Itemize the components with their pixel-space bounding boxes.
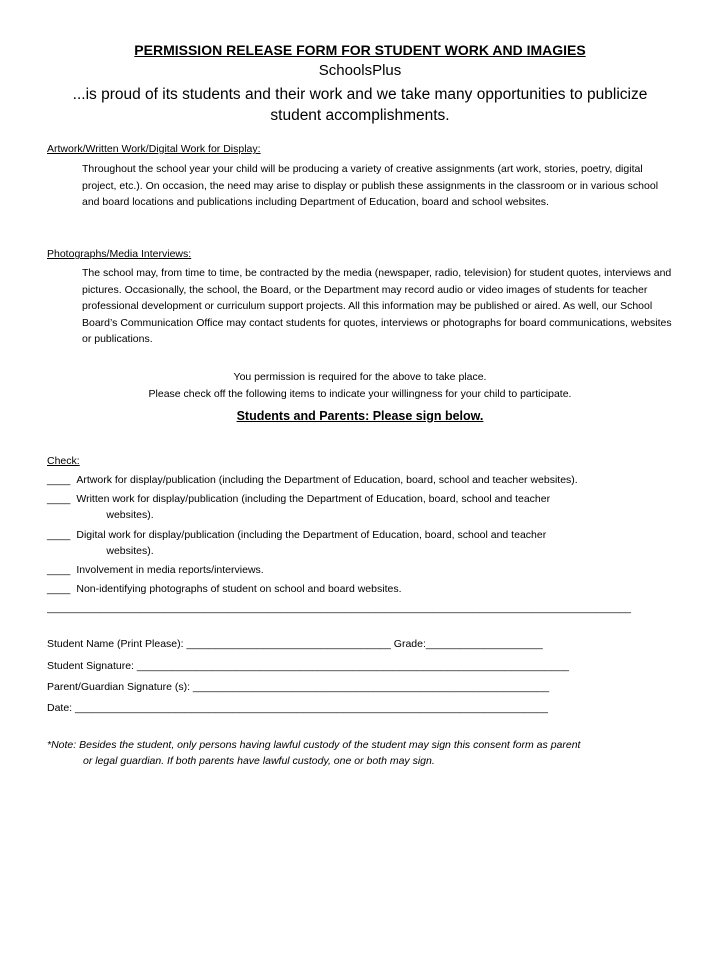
checklist-item-artwork[interactable]	[47, 472, 687, 488]
checklist-item-label: Artwork for display/publication (including the Department of Education, board, school and teacher websites).	[76, 474, 578, 486]
checklist-item-label-wrap	[70, 527, 687, 559]
photos-paragraph: The school may, from time to time, be contracted by the media (newspaper, radio, television) for student quotes, interviews and pictures. Occasionally, the school, the Board, or the Department may record audio or video images of students for teacher professional development or curriculum support projects. All this information may be published or aired. As well, our School Board’s Communication Office may contact students for quotes, interviews or photographs for board communications, websites or publications.	[82, 267, 672, 346]
note-line-2: or legal guardian. If both parents have lawful custody, one or both may sign.	[83, 755, 435, 767]
checklist-item-label-cont: websites).	[106, 509, 154, 521]
legal-note	[47, 737, 687, 769]
check-blank[interactable]: ____	[47, 564, 71, 576]
checklist-item-label: Non-identifying photographs of student on school and board websites.	[76, 583, 402, 595]
check-instructions-text: Please check off the following items to indicate your willingness for your child to participate.	[148, 388, 572, 400]
artwork-heading: Artwork/Written Work/Digital Work for Display:	[47, 143, 261, 155]
checklist-item-label: Involvement in media reports/interviews.	[76, 564, 264, 576]
date-field[interactable]: Date: _________________________________________________________________________________	[47, 702, 549, 714]
check-blank[interactable]: ____	[47, 474, 71, 486]
checklist-item-label: Digital work for display/publication (including the Department of Education, board, school and teacher	[76, 529, 547, 541]
check-blank[interactable]: ____	[47, 583, 71, 595]
checklist-item-media[interactable]	[47, 562, 687, 578]
checklist-item-written-work[interactable]	[47, 491, 687, 523]
check-blank[interactable]: ____	[47, 529, 71, 541]
intro-text: ...is proud of its students and their work and we take many opportunities to publicize student accomplishments.	[72, 86, 648, 124]
note-line-1: *Note: Besides the student, only persons having lawful custody of the student may sign this consent form as parent	[47, 739, 581, 751]
check-blank[interactable]: ____	[47, 493, 71, 505]
section-divider: ____________________________________________________________________________________________________	[47, 602, 631, 614]
checklist-item-digital-work[interactable]	[47, 527, 687, 559]
checklist-item-label-wrap	[70, 491, 687, 523]
sign-below-heading: Students and Parents: Please sign below.	[236, 409, 484, 423]
organization-name: SchoolsPlus	[318, 62, 402, 79]
student-name-grade-field[interactable]: Student Name (Print Please): ___________________________________ Grade:____________________	[47, 638, 543, 650]
check-label: Check:	[47, 455, 80, 467]
student-signature-field[interactable]: Student Signature: __________________________________________________________________________	[47, 660, 570, 672]
photos-heading: Photographs/Media Interviews:	[47, 248, 192, 260]
checklist-item-label: Written work for display/publication (including the Department of Education, board, school and teacher	[76, 493, 551, 505]
artwork-paragraph: Throughout the school year your child will be producing a variety of creative assignments (art work, stories, poetry, digital project, etc.). On occasion, the need may arise to display or publish these assignments in the classroom or in various school and board locations and publications including Department of Education, board and school websites.	[82, 163, 659, 209]
parent-signature-field[interactable]: Parent/Guardian Signature (s): _____________________________________________________________	[47, 681, 550, 693]
checklist-item-label-cont: websites).	[106, 545, 154, 557]
permission-required-text: You permission is required for the above to take place.	[233, 371, 487, 383]
checklist-item-photographs[interactable]	[47, 581, 687, 597]
form-title: PERMISSION RELEASE FORM FOR STUDENT WORK AND IMAGIES	[134, 42, 586, 58]
